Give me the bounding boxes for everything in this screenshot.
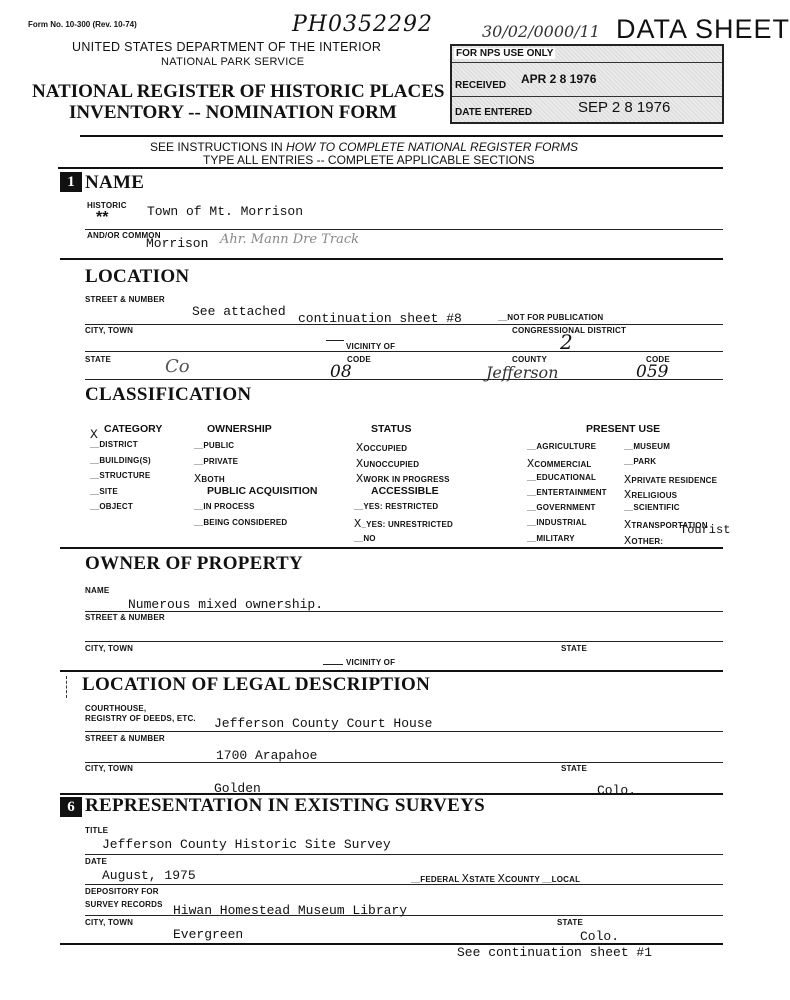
courthouse-value: Jefferson County Court House [214, 716, 433, 731]
form-number: Form No. 10-300 (Rev. 10-74) [28, 20, 137, 29]
acquisition-being-considered: __BEING CONSIDERED [194, 518, 288, 527]
handwritten-id: PH0352292 [292, 12, 433, 37]
survey-state-value: Colo. [580, 929, 620, 944]
service-name: NATIONAL PARK SERVICE [161, 56, 305, 68]
reference-number: 30/02/0000/11 [482, 22, 600, 41]
survey-city-value: Evergreen [173, 927, 244, 942]
legal-state-value: Colo. [597, 783, 637, 798]
historic-mark: ** [96, 209, 109, 226]
street-number-value-2: continuation sheet #8 [298, 311, 462, 326]
form-title-line1: NATIONAL REGISTER OF HISTORIC PLACES [32, 81, 445, 102]
use-scientific: __SCIENTIFIC [624, 503, 680, 512]
owner-name-value: Numerous mixed ownership. [128, 597, 324, 612]
owner-city-label: CITY, TOWN [85, 644, 134, 653]
use-industrial: __INDUSTRIAL [527, 518, 587, 527]
state-code-value: 08 [330, 362, 352, 382]
county-code-label: CODE [646, 355, 670, 364]
status-work-in-progress: XWORK IN PROGRESS [356, 472, 450, 486]
depository-label: DEPOSITORY FOR [85, 887, 159, 896]
street-number-value: See attached [192, 304, 286, 319]
accessible-no: __NO [354, 534, 376, 543]
received-date: APR 2 8 1976 [521, 72, 597, 86]
use-military: __MILITARY [527, 534, 575, 543]
nps-box-label: FOR NPS USE ONLY [456, 48, 554, 59]
use-museum: __MUSEUM [624, 442, 671, 451]
ownership-both: XBOTH [194, 472, 225, 486]
classification-heading: CLASSIFICATION [85, 384, 252, 405]
section-number-1: 1 [60, 172, 82, 192]
location-heading: LOCATION [85, 266, 190, 287]
survey-title-value: Jefferson County Historic Site Survey [102, 837, 391, 852]
survey-title-label: TITLE [85, 826, 109, 835]
surveys-heading: REPRESENTATION IN EXISTING SURVEYS [85, 795, 486, 816]
county-code-value: 059 [636, 362, 669, 382]
survey-levels: __FEDERAL XSTATE XCOUNTY __LOCAL [411, 872, 581, 886]
category-label: CATEGORY [104, 423, 163, 435]
owner-name-label: NAME [85, 586, 110, 595]
survey-state-label: STATE [557, 918, 584, 927]
legal-street-label: STREET & NUMBER [85, 734, 165, 743]
legal-description-heading: LOCATION OF LEGAL DESCRIPTION [82, 674, 431, 695]
department-name: UNITED STATES DEPARTMENT OF THE INTERIOR [72, 40, 382, 54]
legal-state-label: STATE [561, 764, 588, 773]
instructions-line2: TYPE ALL ENTRIES -- COMPLETE APPLICABLE SECTIONS [203, 153, 535, 167]
category-site: __SITE [90, 487, 118, 496]
status-label: STATUS [371, 423, 412, 435]
use-private-residence: XPRIVATE RESIDENCE [624, 473, 718, 487]
data-sheet-label: DATA SHEET [616, 14, 790, 44]
use-entertainment: __ENTERTAINMENT [527, 488, 607, 497]
use-other-value: Tourist [680, 523, 731, 537]
category-district-mark: X [90, 427, 98, 442]
legal-street-value: 1700 Arapahoe [216, 748, 318, 763]
owner-heading: OWNER OF PROPERTY [85, 553, 304, 574]
state-label: STATE [85, 355, 112, 364]
ownership-public: __PUBLIC [194, 441, 235, 450]
common-name-handwritten: Ahr. Mann Dre Track [220, 232, 360, 247]
category-buildings: __BUILDING(S) [90, 456, 151, 465]
location-vicinity-label: VICINITY OF [346, 342, 396, 351]
public-acquisition-label: PUBLIC ACQUISITION [207, 485, 318, 497]
survey-records-label: SURVEY RECORDS [85, 900, 163, 909]
registry-label: REGISTRY OF DEEDS, ETC. [85, 714, 196, 723]
survey-date-value: August, 1975 [102, 868, 196, 883]
city-town-label: CITY, TOWN [85, 326, 134, 335]
acquisition-in-process: __IN PROCESS [194, 502, 255, 511]
continuation-note: See continuation sheet #1 [457, 945, 653, 960]
form-title-line2: INVENTORY -- NOMINATION FORM [69, 102, 397, 123]
date-entered-label: DATE ENTERED [455, 107, 533, 118]
use-government: __GOVERNMENT [527, 503, 596, 512]
use-transportation: XTRANSPORTATION [624, 518, 708, 532]
received-label: RECEIVED [455, 80, 507, 91]
section-number-6: 6 [60, 797, 82, 817]
accessible-label: ACCESSIBLE [371, 485, 439, 497]
historic-name-value: Town of Mt. Morrison [147, 204, 304, 219]
state-value: Co [165, 356, 190, 377]
date-entered-value: SEP 2 8 1976 [578, 99, 671, 116]
accessible-yes-unrestricted: X_YES: UNRESTRICTED [354, 517, 454, 531]
depository-value: Hiwan Homestead Museum Library [173, 903, 408, 918]
name-heading: NAME [85, 172, 145, 193]
ownership-private: __PRIVATE [194, 457, 239, 466]
county-label: COUNTY [512, 355, 547, 364]
category-structure: __STRUCTURE [90, 471, 151, 480]
owner-state-label: STATE [561, 644, 588, 653]
use-park: __PARK [624, 457, 657, 466]
legal-city-value: Golden [214, 781, 261, 796]
accessible-yes-restricted: __YES: RESTRICTED [354, 502, 439, 511]
status-unoccupied: XUNOCCUPIED [356, 457, 420, 471]
legal-city-label: CITY, TOWN [85, 764, 134, 773]
not-for-publication: __NOT FOR PUBLICATION [498, 313, 604, 322]
historic-label: HISTORIC [87, 201, 127, 210]
category-district: __DISTRICT [90, 440, 138, 449]
instructions-line1: SEE INSTRUCTIONS IN HOW TO COMPLETE NATIONAL REGISTER FORMS [150, 140, 579, 154]
status-occupied: XOCCUPIED [356, 441, 408, 455]
courthouse-label: COURTHOUSE, [85, 704, 147, 713]
use-commercial: XCOMMERCIAL [527, 457, 592, 471]
use-educational: __EDUCATIONAL [527, 473, 597, 482]
survey-city-label: CITY, TOWN [85, 918, 134, 927]
street-number-label: STREET & NUMBER [85, 295, 165, 304]
present-use-label: PRESENT USE [586, 423, 661, 435]
state-code-label: CODE [347, 355, 371, 364]
use-religious: XRELIGIOUS [624, 488, 678, 502]
county-value: Jefferson [486, 363, 559, 382]
congressional-district-value: 2 [560, 330, 573, 354]
use-other: XOTHER: [624, 534, 664, 548]
congressional-district-label: CONGRESSIONAL DISTRICT [512, 326, 627, 335]
common-name-label: AND/OR COMMON [87, 231, 161, 240]
owner-vicinity-label: VICINITY OF [346, 658, 396, 667]
survey-date-label: DATE [85, 857, 107, 866]
use-agriculture: __AGRICULTURE [527, 442, 597, 451]
category-object: __OBJECT [90, 502, 133, 511]
owner-street-label: STREET & NUMBER [85, 613, 165, 622]
common-name-value: Morrison [146, 236, 209, 251]
ownership-label: OWNERSHIP [207, 423, 272, 435]
